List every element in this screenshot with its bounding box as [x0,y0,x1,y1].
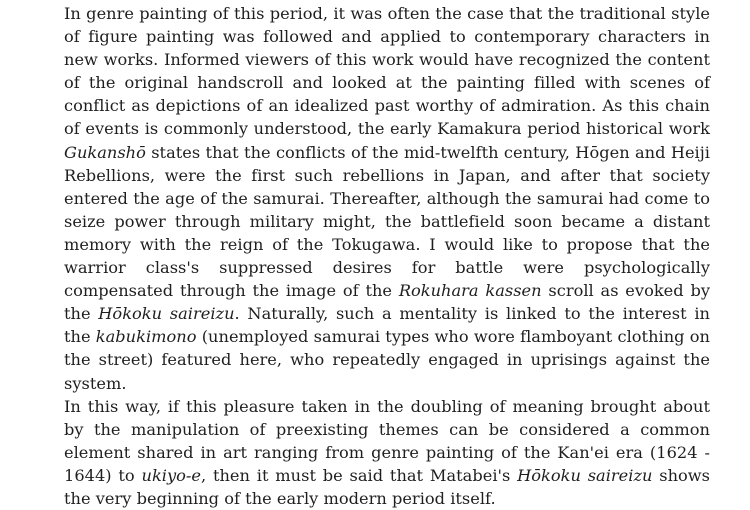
title-hokoku-saireizu-2: Hōkoku saireizu [517,465,653,485]
paragraph-1-text-5: (unemployed samurai types who wore flamboyant clothing on the street) featured here, who repeatedly engaged in uprisings against the system. [64,327,710,393]
title-rokuhara-kassen: Rokuhara kassen [398,281,542,301]
paragraph-2-text-1: In this way, if this pleasure taken in the doubling of meaning brought about by the manipulation of preexisting themes can be considered a common element shared in art ranging from genre painting of the Kan'ei era (1624 - 1644) to [64,396,710,485]
paragraph-2-text-3: shows the very beginning of the early modern period itself. [64,465,710,508]
term-kabukimono: kabukimono [95,327,197,347]
title-gukansho: Gukanshō [64,142,146,162]
term-ukiyo-e: ukiyo-e [141,465,201,485]
paragraph-1-text-3: scroll as evoked by the [64,281,710,324]
paragraph-1 [64,2,710,395]
paragraph-2-text-2: , then it must be said that Matabei's [201,465,518,485]
paragraph-1-text-1: In genre painting of this period, it was often the case that the traditional style of figure painting was followed and applied to contemporary characters in new works. Informed viewers of this work would have recognized the content of the original handscroll and looked at the painting filled with scenes of conflict as depictions of an idealized past worthy of admiration. As this chain of events is commonly understood, the early Kamakura period historical work [64,4,710,139]
paragraph-1-text-4: . Naturally, such a mentality is linked to the interest in the [64,304,710,347]
paragraph-2 [64,395,710,510]
title-hokoku-saireizu: Hōkoku saireizu [98,304,235,324]
paragraph-1-text-2: states that the conflicts of the mid-twelfth century, Hōgen and Heiji Rebellions, were the first such rebellions in Japan, and after that society entered the age of the samurai. Thereafter, although the samurai had come to seize power through military might, the battlefield soon became a distant memory with the reign of the Tokugawa. I would like to propose that the warrior class's suppressed desires for battle were psychologically compensated through the image of the [64,142,710,301]
